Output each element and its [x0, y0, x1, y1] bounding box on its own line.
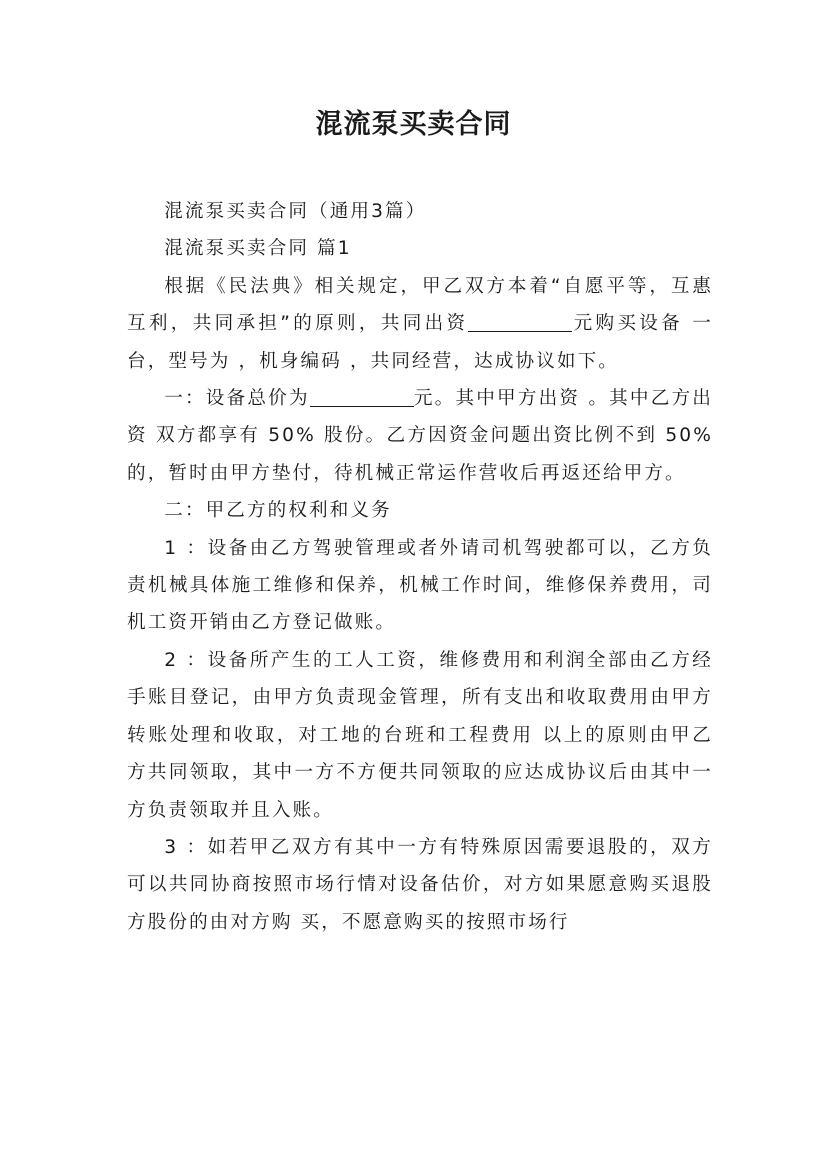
paragraph-clause-2-heading: 二：甲乙方的权利和义务: [164, 500, 392, 522]
paragraph-item-2: 2 ：设备所产生的工人工资，维修费用和利润全部由乙方经手账目登记，由甲方负责现金管理，所有支出和收取费用由甲方转账处理和收取，对工地的台班和工程费用 以上的原则由甲乙方共同领取，其中一方不方便共同领取的应达成协议后由其中一方负责领取并且入账。: [127, 649, 713, 821]
paragraph-clause-1-text-a: 一：设备总价为: [164, 388, 310, 410]
paragraph-item-3: 3 ：如若甲乙双方有其中一方有特殊原因需要退股的，双方可以共同协商按照市场行情对设备估价，对方如果愿意购买退股方股份的由对方购 买，不愿意购买的按照市场行: [127, 836, 713, 933]
document-title: 混流泵买卖合同: [315, 109, 512, 140]
part-heading: 混流泵买卖合同 篇1: [164, 238, 352, 260]
document-subtitle: 混流泵买卖合同（通用3篇）: [164, 201, 427, 222]
paragraph-item-1: 1 ：设备由乙方驾驶管理或者外请司机驾驶都可以，乙方负责机械具体施工维修和保养，机械工作时间，维修保养费用，司机工资开销由乙方登记做账。: [127, 537, 713, 634]
paragraph-intro: [127, 268, 713, 380]
blank-line: [310, 386, 414, 407]
blank-line: [468, 311, 572, 332]
paragraph-intro-text-b: 元购买设备 一台，型号为 ，机身编码 ，共同经营，达成协议如下。: [127, 313, 713, 372]
paragraph-clause-1-text-b: 元。其中甲方出资 。其中乙方出资 双方都享有 50% 股份。乙方因资金问题出资比例不到 50% 的，暂时由甲方垫付，待机械正常运作营收后再返还给甲方。: [127, 388, 713, 484]
paragraph-intro-text-a: 根据《民法典》相关规定，甲乙双方本着“自愿平等，互惠互利，共同承担”的原则，共同出资: [127, 275, 713, 335]
document-body: [127, 193, 713, 941]
paragraph-clause-1: [127, 380, 713, 492]
